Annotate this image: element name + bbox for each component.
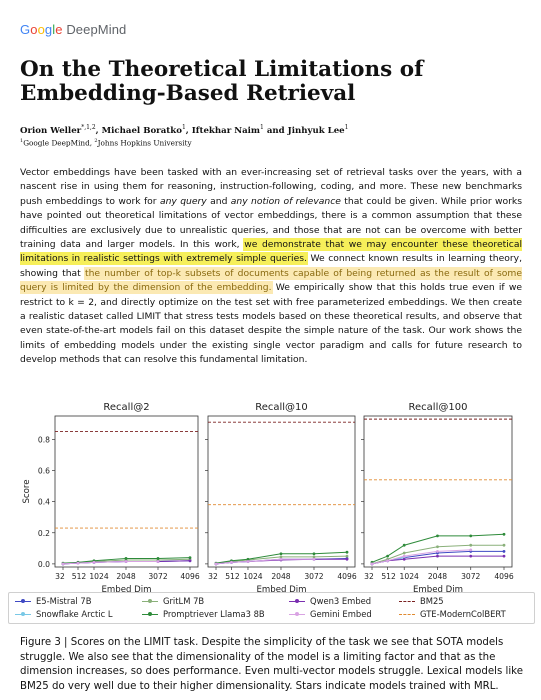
abstract-emphasis: any notion of relevance: [230, 195, 341, 207]
data-point: [125, 560, 128, 563]
affiliation-text: Johns Hopkins University: [97, 138, 192, 148]
data-point: [280, 558, 283, 561]
author-separator: ,: [95, 125, 102, 136]
abstract: [20, 166, 522, 368]
y-tick-label: 0.4: [37, 497, 50, 507]
data-point: [469, 548, 472, 551]
data-point: [77, 562, 80, 565]
x-tick-label: 1024: [243, 572, 263, 581]
caption-text: Scores on the LIMIT task. Despite the simplicity of the task we see that SOTA models struggle. We also see that the dimensionality of the model is a limiting factor and that as the dimension increases, so does performance. Even multi-vector models struggle. Lexical models like BM25 do very well due to their higher dimensionality. Stars indicate models trained with MRL.: [20, 637, 523, 692]
data-point: [503, 555, 506, 558]
x-tick-label: 2048: [427, 572, 448, 581]
data-point: [346, 558, 349, 561]
data-point: [386, 559, 389, 562]
deepmind-wordmark: DeepMind: [66, 22, 127, 37]
x-tick-label: 32: [55, 572, 65, 581]
legend-swatch: [289, 601, 305, 602]
author-name: Orion Weller: [20, 125, 82, 136]
chart-panel-1: [22, 402, 200, 595]
author-affiliation-marker: 1: [181, 124, 186, 131]
x-tick-label: 512: [225, 572, 240, 581]
author-list: [20, 124, 348, 136]
paper-title: [20, 58, 520, 106]
data-point: [62, 562, 65, 565]
affiliation-marker: 2: [94, 138, 98, 144]
data-point: [230, 561, 233, 564]
x-tick-label: 4096: [494, 572, 514, 581]
legend-label: Qwen3 Embed: [310, 596, 372, 606]
data-point: [93, 561, 96, 564]
legend-label: GTE-ModernColBERT: [420, 609, 506, 619]
figure-caption: [20, 636, 525, 694]
legend-label: GritLM 7B: [163, 596, 205, 606]
chart-panel-2: [205, 402, 357, 595]
abstract-emphasis: any query: [159, 195, 207, 207]
legend-swatch: [142, 614, 158, 615]
data-point: [403, 555, 406, 558]
data-point: [189, 559, 192, 562]
x-tick-label: 2048: [271, 572, 291, 581]
y-axis-label: Score: [22, 479, 32, 504]
y-tick-label: 0.0: [37, 559, 50, 569]
legend-marker: [148, 612, 152, 616]
chart-title: Recall@10: [255, 402, 308, 413]
data-point: [371, 562, 374, 565]
abstract-text: Vector embeddings have been tasked with an ever-increasing set of retrieval tasks over the years, with a nascent rise in using them for reasoning, instruction-following, coding, and more. These new benchmarks push embeddings to work for: [20, 167, 522, 207]
abstract-text: that could be given. While prior works have pointed out theoretical limitations of vector embeddings, there is a common assumption that these difficulties are exclusively due to unrealistic queries, and those that are not can be overcome with better training data and larger models. In this work,: [20, 195, 522, 251]
author-name: Jinhyuk Lee: [287, 125, 345, 136]
data-point: [215, 562, 218, 565]
legend-swatch: [15, 601, 31, 602]
legend-label: Snowflake Arctic L: [36, 609, 113, 619]
legend-swatch: [142, 601, 158, 602]
title-line-1: On the Theoretical Limitations of: [20, 57, 424, 82]
data-point: [403, 558, 406, 561]
author-affiliation-marker: 1: [344, 124, 349, 131]
affiliations: [20, 138, 192, 147]
plot-frame: [364, 416, 512, 567]
chart-title: Recall@2: [103, 402, 150, 413]
data-point: [157, 560, 160, 563]
affiliation-marker: 1: [20, 138, 24, 144]
legend-swatch: [289, 614, 305, 615]
x-tick-label: 2048: [116, 572, 136, 581]
legend-item-gemini: [289, 609, 372, 619]
x-axis-label: Embed Dim: [101, 585, 152, 595]
author-name: Michael Boratko: [101, 125, 182, 136]
data-point: [436, 555, 439, 558]
legend-label: BM25: [420, 596, 444, 606]
y-tick-label: 0.8: [37, 435, 50, 445]
abstract-text: We connect known results in learning theory, showing that: [20, 253, 522, 279]
data-point: [346, 555, 349, 558]
data-point: [125, 557, 128, 560]
legend-label: Promptriever Llama3 8B: [163, 609, 265, 619]
data-point: [403, 544, 406, 547]
data-point: [503, 544, 506, 547]
data-point: [386, 555, 389, 558]
x-axis-label: Embed Dim: [256, 585, 307, 595]
data-point: [247, 560, 250, 563]
x-tick-label: 1024: [89, 572, 109, 581]
google-deepmind-logo: Google DeepMind: [20, 22, 127, 37]
legend-swatch: [399, 601, 415, 602]
data-point: [280, 552, 283, 555]
x-axis-label: Embed Dim: [412, 585, 464, 595]
data-point: [189, 556, 192, 559]
data-point: [436, 545, 439, 548]
legend-marker: [295, 612, 299, 616]
x-tick-label: 3072: [148, 572, 168, 581]
x-tick-label: 3072: [304, 572, 324, 581]
data-point: [503, 550, 506, 553]
data-point: [403, 552, 406, 555]
data-point: [469, 534, 472, 537]
plot-frame: [55, 416, 198, 567]
abstract-text: and: [206, 195, 231, 207]
author-name: Iftekhar Naim: [191, 125, 260, 136]
x-tick-label: 512: [71, 572, 87, 581]
author-affiliation-marker: 1: [260, 124, 264, 131]
affiliation-text: Google DeepMind,: [23, 138, 95, 148]
legend-marker: [21, 612, 25, 616]
data-point: [157, 557, 160, 560]
y-tick-label: 0.6: [37, 466, 50, 476]
legend-item-qwen3: [289, 596, 371, 606]
legend-marker: [148, 599, 152, 603]
legend-item-colbert: [399, 609, 506, 619]
author-separator: and: [263, 125, 288, 136]
x-tick-label: 1024: [399, 572, 419, 581]
legend-swatch: [399, 614, 415, 615]
abstract-text: We empirically show that this holds true even if we restrict to k = 2, and directly optimize on the test set with free parameterized embeddings. We then create a realistic dataset called LIMIT that stress tests models based on these theoretical results, and observe that even state-of-the-art models fail on this dataset despite the simple nature of the task. Our work shows the limits of embedding models under the existing single vector paradigm and calls for future research to develop methods that can resolve this fundamental limitation.: [20, 282, 522, 366]
legend-item-promptriever: [142, 609, 265, 619]
author-separator: ,: [185, 125, 192, 136]
data-point: [436, 550, 439, 553]
legend-item-bm25: [399, 596, 444, 606]
chart-title: Recall@100: [408, 402, 468, 413]
data-point: [346, 551, 349, 554]
data-point: [469, 544, 472, 547]
x-tick-label: 32: [208, 572, 218, 581]
chart-panel-3: [361, 402, 514, 595]
plot-frame: [208, 416, 355, 567]
data-point: [469, 555, 472, 558]
legend-label: Gemini Embed: [310, 609, 372, 619]
legend-marker: [21, 599, 25, 603]
x-tick-label: 32: [364, 572, 374, 581]
highlight-yellow: we demonstrate that we may encounter these theoretical limitations in realistic settings with extremely simple queries.: [20, 239, 522, 265]
legend-label: E5-Mistral 7B: [36, 596, 92, 606]
x-tick-label: 4096: [337, 572, 357, 581]
data-point: [503, 533, 506, 536]
title-line-2: Embedding-Based Retrieval: [20, 81, 356, 106]
legend-swatch: [15, 614, 31, 615]
highlight-orange: the number of top-k subsets of documents capable of being returned as the result of some query is limited by the dimension of the embedding.: [20, 267, 522, 294]
author-affiliation-marker: *,1,2: [81, 124, 96, 131]
caption-label: Figure 3 |: [20, 637, 71, 648]
legend-marker: [295, 599, 299, 603]
chart-legend: [8, 592, 535, 624]
data-point: [313, 552, 316, 555]
x-tick-label: 3072: [461, 572, 481, 581]
legend-item-snowflake: [15, 609, 113, 619]
x-tick-label: 4096: [180, 572, 200, 581]
data-point: [436, 534, 439, 537]
y-tick-label: 0.2: [37, 528, 50, 538]
data-point: [313, 558, 316, 561]
legend-item-e5: [15, 596, 91, 606]
legend-item-gritlm: [142, 596, 204, 606]
x-tick-label: 512: [381, 572, 396, 581]
